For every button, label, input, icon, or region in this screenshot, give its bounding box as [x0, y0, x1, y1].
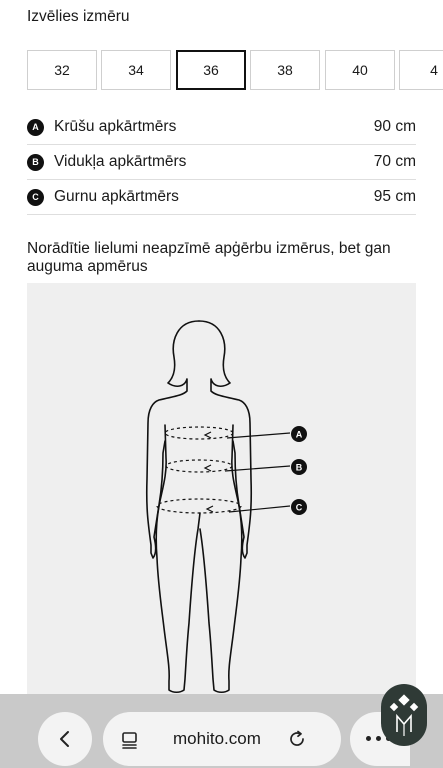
size-option-38[interactable] — [250, 50, 320, 90]
size-option-label: 4 — [430, 62, 438, 78]
url-text: mohito.com — [173, 729, 261, 748]
size-option-34[interactable] — [101, 50, 171, 90]
brand-badge[interactable] — [381, 684, 427, 746]
brand-logo-icon — [381, 684, 427, 746]
chevron-left-icon — [55, 729, 75, 749]
size-option-32[interactable] — [27, 50, 97, 90]
diagram-marker-a — [291, 426, 307, 442]
diagram-marker-b — [291, 459, 307, 475]
size-option-label: 40 — [352, 62, 368, 78]
tabs-icon[interactable] — [121, 730, 141, 750]
measurement-label: Gurnu apkārtmērs — [54, 188, 179, 205]
measurement-row-waist — [27, 145, 416, 180]
size-option-40[interactable] — [325, 50, 395, 90]
marker-badge-c: C — [27, 189, 44, 206]
measurement-row-bust — [27, 110, 416, 145]
marker-badge-a: A — [27, 119, 44, 136]
address-bar[interactable] — [103, 712, 341, 766]
measurement-row-hips — [27, 180, 416, 215]
measurement-label: Krūšu apkārtmērs — [54, 118, 177, 135]
diagram-marker-a-label: A — [295, 429, 303, 440]
size-option-label: 32 — [54, 62, 70, 78]
size-note: Norādītie lielumi neapzīmē apģērbu izmērus, bet gan auguma apmērus — [27, 240, 391, 275]
size-options — [27, 50, 443, 90]
size-option-label: 36 — [203, 62, 219, 78]
measurement-value: 70 cm — [373, 153, 416, 170]
diagram-marker-c-label: C — [295, 502, 303, 513]
back-button[interactable] — [38, 712, 92, 766]
diagram-marker-c — [291, 499, 307, 515]
measurement-value: 95 cm — [373, 188, 416, 205]
diagram-marker-b-label: B — [295, 462, 303, 473]
size-option-36[interactable] — [176, 50, 246, 90]
size-picker-title: Izvēlies izmēru — [27, 8, 130, 25]
size-option-label: 34 — [128, 62, 144, 78]
size-option-42[interactable] — [399, 50, 443, 90]
measurement-value: 90 cm — [373, 118, 416, 135]
size-option-label: 38 — [277, 62, 293, 78]
measurement-label: Vidukļa apkārtmērs — [54, 153, 187, 170]
reload-icon[interactable] — [287, 729, 307, 749]
measurements-list — [27, 110, 416, 215]
marker-badge-b: B — [27, 154, 44, 171]
